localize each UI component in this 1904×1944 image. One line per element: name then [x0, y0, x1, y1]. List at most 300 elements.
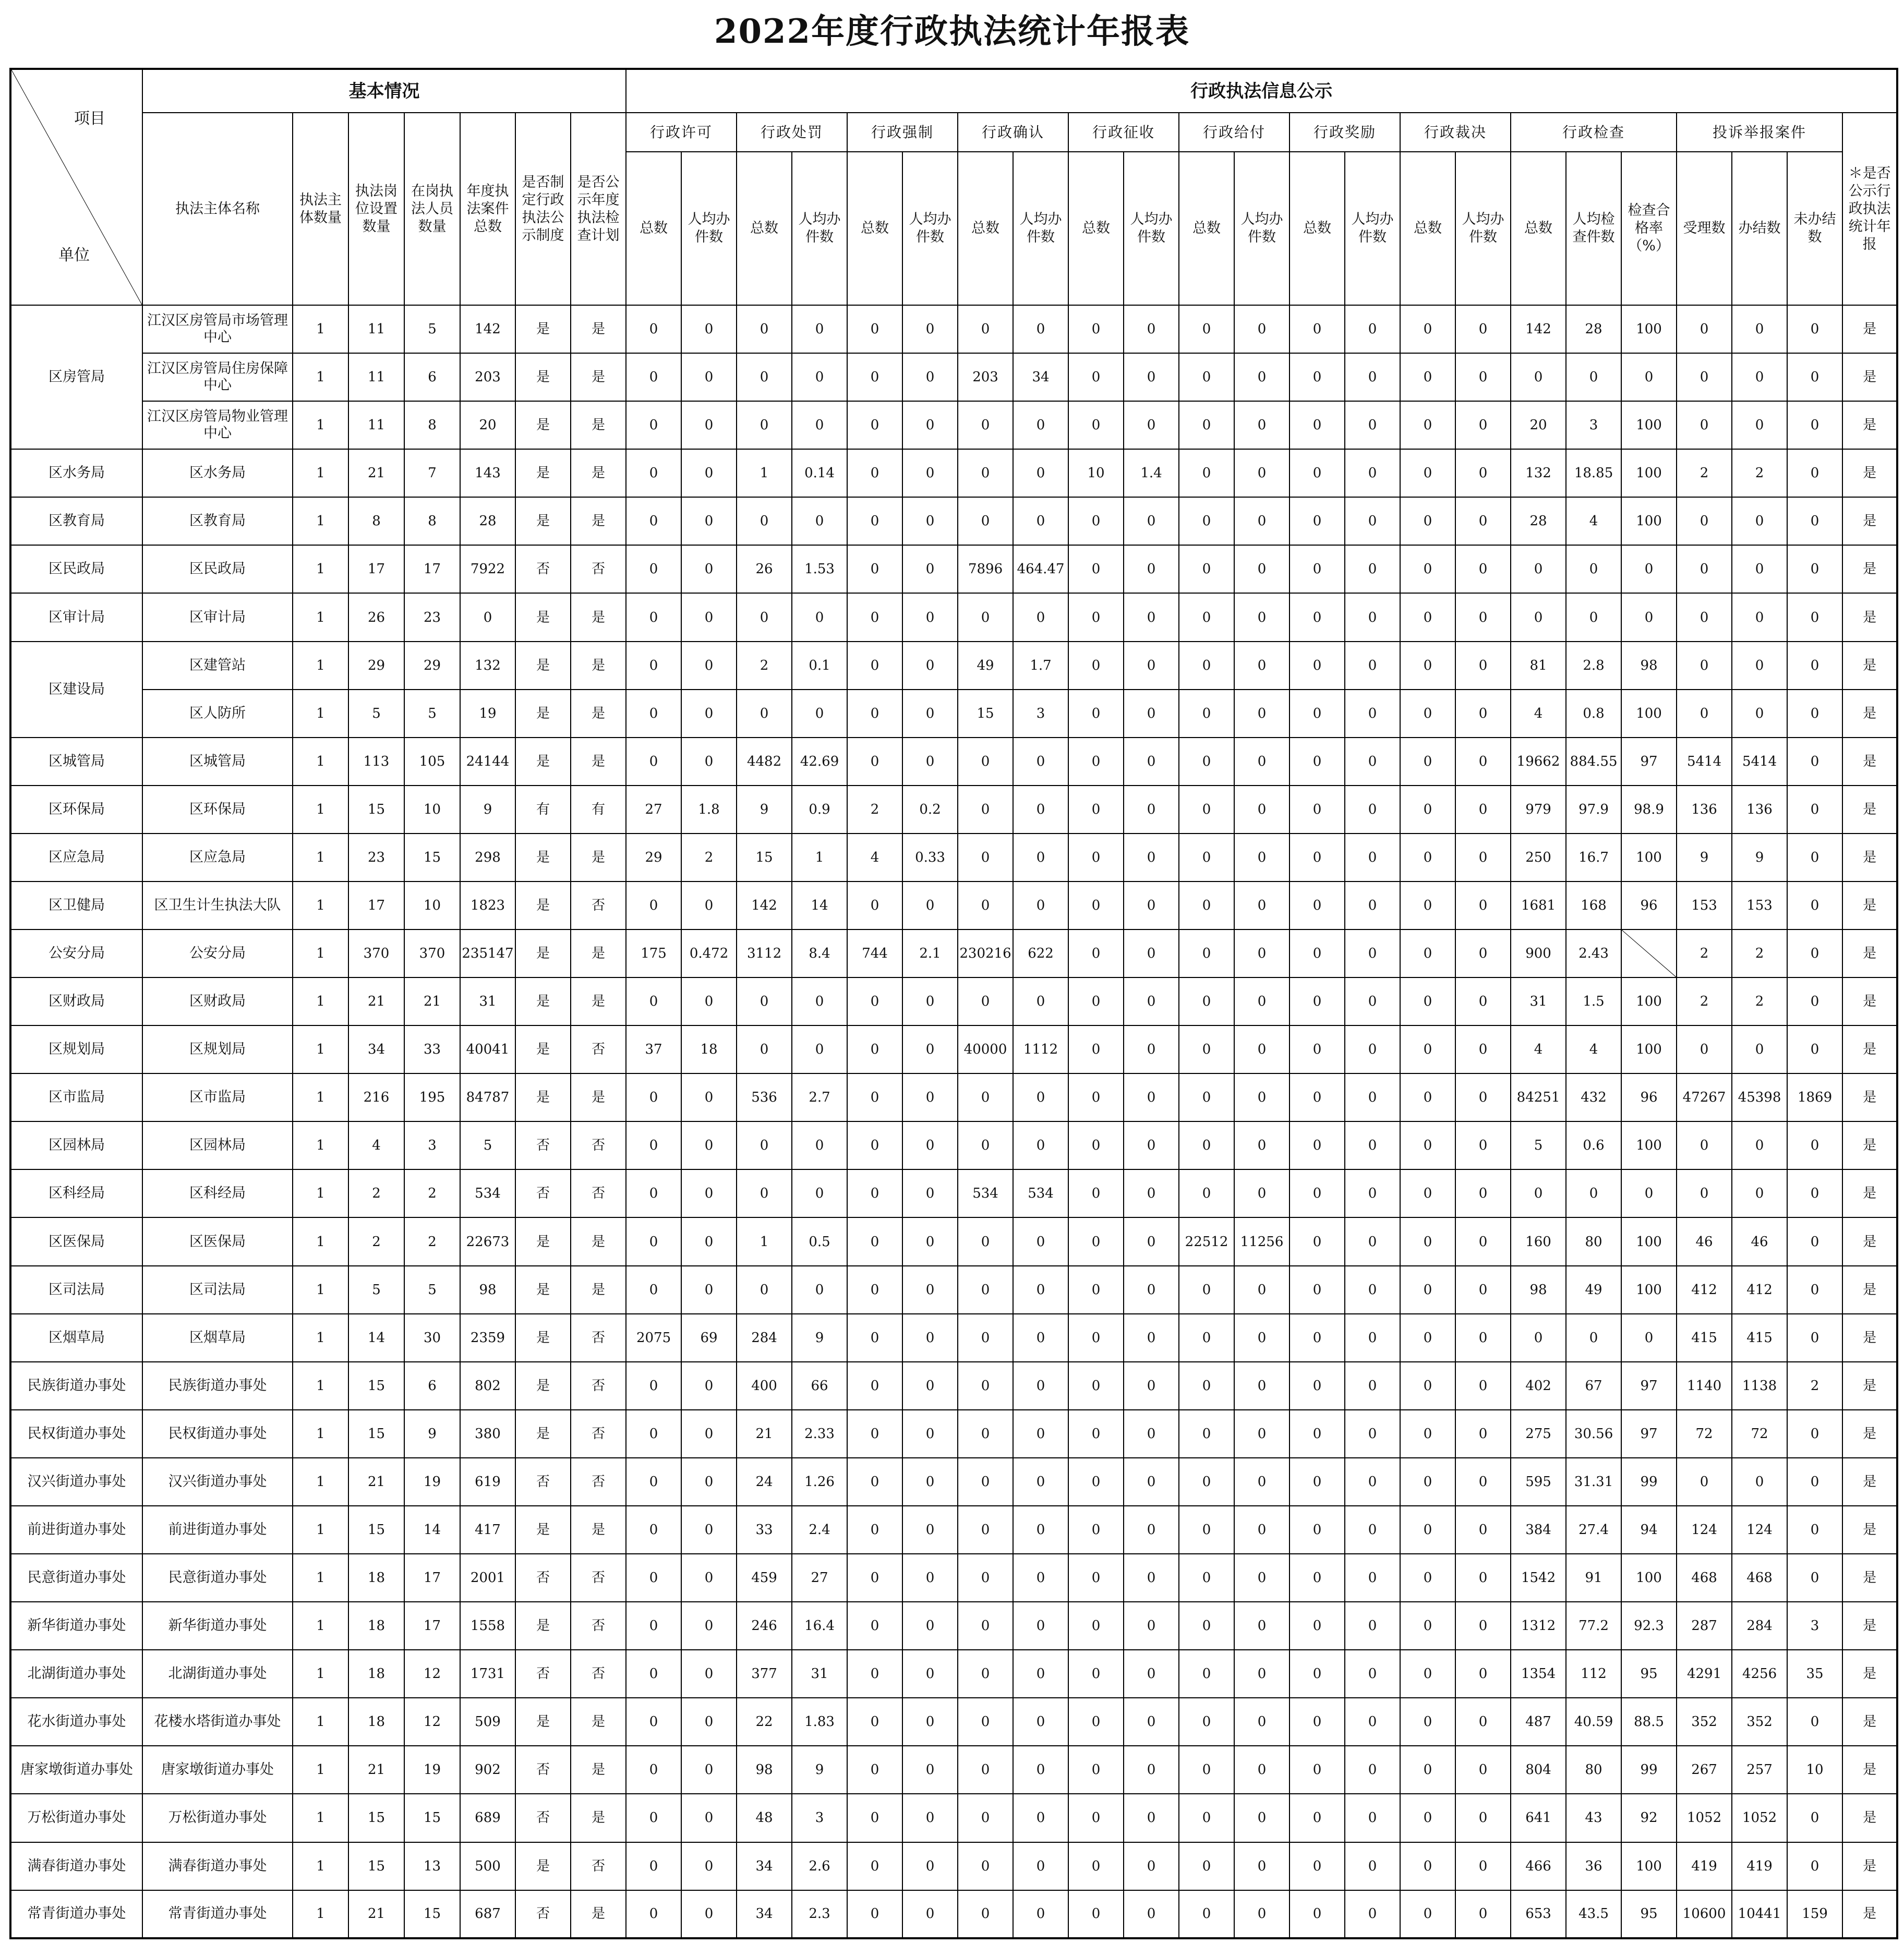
value-cell: 0: [902, 1362, 958, 1410]
subject-name-cell: 区人防所: [142, 690, 293, 738]
value-cell: 113: [348, 738, 404, 786]
value-cell: 否: [571, 1314, 626, 1362]
value-cell: 否: [571, 1025, 626, 1073]
value-cell: 12: [404, 1698, 460, 1746]
subject-name-cell: 区科经局: [142, 1169, 293, 1217]
value-cell: 352: [1677, 1698, 1732, 1746]
value-cell: 0: [1345, 497, 1400, 545]
value-cell: 是: [515, 738, 571, 786]
value-cell: 18.85: [1566, 449, 1621, 497]
value-cell: 0: [681, 642, 737, 690]
value-cell: 2: [847, 786, 902, 834]
value-cell: 0: [1787, 882, 1842, 929]
unit-cell: 汉兴街道办事处: [10, 1458, 142, 1506]
value-cell: 35: [1787, 1650, 1842, 1698]
value-cell: 15: [958, 690, 1013, 738]
value-cell: 0: [1179, 1698, 1234, 1746]
value-cell: 0: [1345, 545, 1400, 593]
value-cell: 0: [1345, 593, 1400, 641]
value-cell: 0: [1179, 1314, 1234, 1362]
value-cell: 0: [1400, 1362, 1455, 1410]
value-cell: 0: [958, 497, 1013, 545]
value-cell: 0: [1068, 1169, 1124, 1217]
value-cell: 0: [1400, 738, 1455, 786]
value-cell: 464.47: [1013, 545, 1068, 593]
value-cell: 0: [1068, 786, 1124, 834]
value-cell: 0: [1455, 545, 1511, 593]
value-cell: 0: [1566, 1169, 1621, 1217]
value-cell: 1: [792, 834, 847, 882]
value-cell: 是: [1842, 1746, 1897, 1794]
value-cell: 0: [1787, 353, 1842, 401]
subject-name-cell: 区园林局: [142, 1121, 293, 1169]
table-row: [10, 642, 1897, 690]
value-cell: 284: [737, 1314, 792, 1362]
value-cell: 11: [348, 401, 404, 449]
value-cell: 有: [515, 786, 571, 834]
value-cell: 0: [1787, 1121, 1842, 1169]
value-cell: 0: [847, 1554, 902, 1602]
header-public-info: 行政执法信息公示: [626, 69, 1897, 113]
value-cell: 4: [1511, 1025, 1566, 1073]
value-cell: 是: [515, 929, 571, 977]
value-cell: 687: [460, 1890, 515, 1938]
value-cell: 14: [348, 1314, 404, 1362]
value-cell: 0: [902, 977, 958, 1025]
value-cell: 0: [1345, 1410, 1400, 1458]
value-cell: 是: [1842, 593, 1897, 641]
value-cell: 否: [571, 1554, 626, 1602]
value-cell: 0: [626, 497, 681, 545]
header-annual-report: ＊是否公示行政执法统计年报: [1842, 113, 1897, 305]
value-cell: 0: [1124, 497, 1179, 545]
value-cell: 19: [404, 1458, 460, 1506]
value-cell: 是: [1842, 1266, 1897, 1314]
value-cell: 0: [958, 1794, 1013, 1842]
table-row: [10, 834, 1897, 882]
value-cell: 是: [1842, 497, 1897, 545]
value-cell: 是: [1842, 1362, 1897, 1410]
value-cell: 是: [515, 1073, 571, 1121]
value-cell: 2: [404, 1217, 460, 1265]
value-cell: 1: [293, 1410, 348, 1458]
value-cell: 0: [626, 977, 681, 1025]
value-cell: 0: [1068, 1458, 1124, 1506]
value-cell: 是: [571, 642, 626, 690]
value-cell: 是: [1842, 1794, 1897, 1842]
value-cell: 否: [515, 1554, 571, 1602]
value-cell: 0: [1455, 977, 1511, 1025]
value-cell: 0: [1179, 690, 1234, 738]
value-cell: 0: [1455, 738, 1511, 786]
value-cell: 16.4: [792, 1602, 847, 1650]
value-cell: 0: [1068, 1842, 1124, 1890]
value-cell: 15: [348, 786, 404, 834]
table-header: [10, 69, 1897, 305]
value-cell: 275: [1511, 1410, 1566, 1458]
value-cell: 0: [1345, 1458, 1400, 1506]
subject-name-cell: 区建管站: [142, 642, 293, 690]
value-cell: 0: [1787, 1842, 1842, 1890]
table-row: [10, 449, 1897, 497]
value-cell: 0: [1013, 1410, 1068, 1458]
value-cell: 是: [515, 1025, 571, 1073]
value-cell: 0: [681, 1890, 737, 1938]
value-cell: 是: [515, 1410, 571, 1458]
value-cell: 0: [1290, 1554, 1345, 1602]
value-cell: 0: [626, 1794, 681, 1842]
value-cell: 0: [1787, 1410, 1842, 1458]
value-cell: 0: [1400, 497, 1455, 545]
value-cell: 0: [1013, 1458, 1068, 1506]
value-cell: 0: [1400, 1794, 1455, 1842]
value-cell: 0: [1400, 1650, 1455, 1698]
value-cell: 100: [1621, 305, 1677, 353]
value-cell: 1.5: [1566, 977, 1621, 1025]
value-cell: 2: [1732, 449, 1787, 497]
header-inspection-plan: 是否公示年度执法检查计划: [571, 113, 626, 305]
value-cell: 是: [1842, 1842, 1897, 1890]
subcol-total: 总数: [1400, 152, 1455, 305]
group-confirmation: 行政确认: [958, 113, 1068, 152]
value-cell: 16.7: [1566, 834, 1621, 882]
value-cell: 0: [1345, 738, 1400, 786]
value-cell: 0: [1345, 882, 1400, 929]
value-cell: 417: [460, 1506, 515, 1554]
value-cell: 1: [293, 1746, 348, 1794]
value-cell: 是: [1842, 449, 1897, 497]
value-cell: 49: [1566, 1266, 1621, 1314]
value-cell: 21: [737, 1410, 792, 1458]
value-cell: 36: [1566, 1842, 1621, 1890]
table-row: [10, 1746, 1897, 1794]
value-cell: 有: [571, 786, 626, 834]
subject-name-cell: 唐家墩街道办事处: [142, 1746, 293, 1794]
value-cell: 1138: [1732, 1362, 1787, 1410]
value-cell: 49: [958, 642, 1013, 690]
value-cell: 37: [626, 1025, 681, 1073]
value-cell: 487: [1511, 1698, 1566, 1746]
value-cell: 0: [1068, 305, 1124, 353]
value-cell: 0: [1068, 1266, 1124, 1314]
value-cell: 0: [958, 1217, 1013, 1265]
table-row: [10, 497, 1897, 545]
value-cell: 0: [1179, 545, 1234, 593]
value-cell: 0: [1787, 449, 1842, 497]
value-cell: 352: [1732, 1698, 1787, 1746]
value-cell: 0: [1179, 1506, 1234, 1554]
value-cell: 653: [1511, 1890, 1566, 1938]
value-cell: 9: [460, 786, 515, 834]
value-cell: 0.8: [1566, 690, 1621, 738]
value-cell: 0: [1179, 977, 1234, 1025]
value-cell: 0: [1455, 1890, 1511, 1938]
value-cell: 0: [1400, 1842, 1455, 1890]
value-cell: 1: [293, 1842, 348, 1890]
value-cell: 0: [1455, 834, 1511, 882]
value-cell: 0: [902, 1554, 958, 1602]
value-cell: 21: [348, 977, 404, 1025]
value-cell: 1.8: [681, 786, 737, 834]
value-cell: 是: [515, 1842, 571, 1890]
value-cell: 0: [1124, 834, 1179, 882]
value-cell: 0: [626, 1169, 681, 1217]
value-cell: 15: [348, 1410, 404, 1458]
value-cell: 412: [1677, 1266, 1732, 1314]
value-cell: 0: [1013, 738, 1068, 786]
value-cell: 0: [1290, 1650, 1345, 1698]
value-cell: 是: [571, 690, 626, 738]
value-cell: 0: [626, 1890, 681, 1938]
value-cell: 2: [737, 642, 792, 690]
value-cell: 0: [1732, 305, 1787, 353]
value-cell: 0: [1787, 929, 1842, 977]
table-row: [10, 1217, 1897, 1265]
value-cell: 0: [1511, 545, 1566, 593]
value-cell: 17: [404, 1602, 460, 1650]
value-cell: 否: [515, 545, 571, 593]
value-cell: 0: [1400, 353, 1455, 401]
value-cell: 0.14: [792, 449, 847, 497]
value-cell: 1: [293, 449, 348, 497]
value-cell: 0: [958, 738, 1013, 786]
value-cell: 0: [1124, 1602, 1179, 1650]
value-cell: 153: [1677, 882, 1732, 929]
value-cell: 0: [1732, 593, 1787, 641]
table-row: [10, 1890, 1897, 1938]
value-cell: 96: [1621, 882, 1677, 929]
value-cell: 18: [348, 1650, 404, 1698]
value-cell: 0: [1179, 1842, 1234, 1890]
value-cell: 0: [1013, 401, 1068, 449]
value-cell: 153: [1732, 882, 1787, 929]
value-cell: 9: [792, 1314, 847, 1362]
value-cell: 2: [348, 1217, 404, 1265]
value-cell: 0: [902, 1025, 958, 1073]
value-cell: 18: [348, 1698, 404, 1746]
value-cell: 0: [847, 1602, 902, 1650]
value-cell: 15: [737, 834, 792, 882]
value-cell: 0: [1179, 1362, 1234, 1410]
value-cell: 0: [1677, 1458, 1732, 1506]
value-cell: 0: [958, 1506, 1013, 1554]
value-cell: 419: [1677, 1842, 1732, 1890]
value-cell: 0: [1234, 1458, 1290, 1506]
value-cell: 77.2: [1566, 1602, 1621, 1650]
value-cell: 0: [902, 1698, 958, 1746]
value-cell: 1.4: [1124, 449, 1179, 497]
value-cell: 0: [1290, 1698, 1345, 1746]
value-cell: 0: [1068, 1025, 1124, 1073]
value-cell: 2.8: [1566, 642, 1621, 690]
value-cell: 22673: [460, 1217, 515, 1265]
value-cell: 641: [1511, 1794, 1566, 1842]
value-cell: 534: [1013, 1169, 1068, 1217]
value-cell: 0: [1400, 882, 1455, 929]
unit-cell: 区市监局: [10, 1073, 142, 1121]
value-cell: 0: [1068, 545, 1124, 593]
subcol-total: 总数: [847, 152, 902, 305]
value-cell: 2.43: [1566, 929, 1621, 977]
value-cell: 0: [1400, 1458, 1455, 1506]
value-cell: 0: [1290, 882, 1345, 929]
subcol-total: 总数: [1179, 152, 1234, 305]
value-cell: 0: [1013, 497, 1068, 545]
value-cell: 0: [847, 1025, 902, 1073]
value-cell: 20: [1511, 401, 1566, 449]
value-cell: 0: [1345, 1121, 1400, 1169]
value-cell: 0: [847, 882, 902, 929]
value-cell: 0: [1400, 1698, 1455, 1746]
value-cell: 0: [1455, 1554, 1511, 1602]
value-cell: 0: [737, 977, 792, 1025]
value-cell: 15: [348, 1506, 404, 1554]
value-cell: 0: [847, 738, 902, 786]
value-cell: 1823: [460, 882, 515, 929]
value-cell: 0: [1290, 738, 1345, 786]
unit-cell: 万松街道办事处: [10, 1794, 142, 1842]
value-cell: 0: [1455, 1362, 1511, 1410]
value-cell: 1: [293, 1025, 348, 1073]
value-cell: 0: [1677, 401, 1732, 449]
value-cell: 0: [847, 1073, 902, 1121]
value-cell: 6: [404, 353, 460, 401]
value-cell: 0: [792, 305, 847, 353]
value-cell: 0: [847, 1266, 902, 1314]
subject-name-cell: 前进街道办事处: [142, 1506, 293, 1554]
value-cell: 0: [1013, 1554, 1068, 1602]
value-cell: 11256: [1234, 1217, 1290, 1265]
value-cell: 43.5: [1566, 1890, 1621, 1938]
value-cell: 0: [626, 1650, 681, 1698]
value-cell: 27: [626, 786, 681, 834]
value-cell: 0: [958, 1698, 1013, 1746]
value-cell: 是: [1842, 1121, 1897, 1169]
value-cell: 20: [460, 401, 515, 449]
value-cell: 0: [902, 1746, 958, 1794]
value-cell: 0: [1345, 449, 1400, 497]
value-cell: 0: [847, 1794, 902, 1842]
table-row: [10, 401, 1897, 449]
subject-name-cell: 区市监局: [142, 1073, 293, 1121]
value-cell: 11: [348, 305, 404, 353]
value-cell: 0: [1787, 642, 1842, 690]
value-cell: 0: [1621, 1314, 1677, 1362]
value-cell: 43: [1566, 1794, 1621, 1842]
subcol-total: 总数: [737, 152, 792, 305]
value-cell: 0: [681, 738, 737, 786]
value-cell: 23: [348, 834, 404, 882]
value-cell: 否: [515, 1169, 571, 1217]
value-cell: 是: [571, 1746, 626, 1794]
value-cell: 0: [1234, 690, 1290, 738]
value-cell: 0: [1621, 1169, 1677, 1217]
value-cell: 1052: [1677, 1794, 1732, 1842]
value-cell: 0: [626, 1746, 681, 1794]
value-cell: 0: [1290, 1169, 1345, 1217]
value-cell: 432: [1566, 1073, 1621, 1121]
value-cell: 0: [1455, 353, 1511, 401]
value-cell: 22: [737, 1698, 792, 1746]
group-inspection: 行政检查: [1511, 113, 1677, 152]
value-cell: 19: [404, 1746, 460, 1794]
value-cell: 97: [1621, 738, 1677, 786]
value-cell: 0: [681, 1410, 737, 1458]
group-penalty: 行政处罚: [737, 113, 847, 152]
value-cell: 是: [1842, 1025, 1897, 1073]
value-cell: 0: [847, 1842, 902, 1890]
value-cell: 246: [737, 1602, 792, 1650]
value-cell: 0: [1124, 929, 1179, 977]
value-cell: 1: [293, 1121, 348, 1169]
value-cell: 0: [1124, 690, 1179, 738]
value-cell: 0: [1013, 593, 1068, 641]
value-cell: 0: [902, 1314, 958, 1362]
unit-cell: 区烟草局: [10, 1314, 142, 1362]
value-cell: 0: [902, 1217, 958, 1265]
value-cell: 1: [293, 786, 348, 834]
value-cell: 92.3: [1621, 1602, 1677, 1650]
table-row: [10, 1458, 1897, 1506]
value-cell: 29: [404, 642, 460, 690]
value-cell: 是: [1842, 882, 1897, 929]
value-cell: 0: [1124, 1458, 1179, 1506]
unit-cell: 公安分局: [10, 929, 142, 977]
value-cell: 是: [1842, 401, 1897, 449]
group-complaints: 投诉举报案件: [1677, 113, 1842, 152]
value-cell: 0: [1345, 1890, 1400, 1938]
value-cell: 是: [515, 1266, 571, 1314]
value-cell: 619: [460, 1458, 515, 1506]
value-cell: 0: [1234, 1121, 1290, 1169]
value-cell: 98: [737, 1746, 792, 1794]
value-cell: 0: [958, 1266, 1013, 1314]
value-cell: 0: [847, 977, 902, 1025]
value-cell: 0: [1787, 1217, 1842, 1265]
value-cell: 0: [1124, 1169, 1179, 1217]
value-cell: 0: [1400, 1025, 1455, 1073]
value-cell: 0: [1068, 497, 1124, 545]
value-cell: 0: [1290, 642, 1345, 690]
unit-cell: 区环保局: [10, 786, 142, 834]
table-row: [10, 593, 1897, 641]
value-cell: 18: [348, 1554, 404, 1602]
value-cell: 0: [958, 1650, 1013, 1698]
value-cell: 1: [293, 1602, 348, 1650]
value-cell: 0: [1400, 1410, 1455, 1458]
value-cell: 0: [626, 1842, 681, 1890]
group-reward: 行政奖励: [1290, 113, 1400, 152]
value-cell: 0: [681, 401, 737, 449]
value-cell: 是: [515, 690, 571, 738]
value-cell: 216: [348, 1073, 404, 1121]
value-cell: 0: [1345, 1746, 1400, 1794]
value-cell: 0: [1400, 642, 1455, 690]
value-cell: 0: [1013, 1890, 1068, 1938]
value-cell: 0: [902, 401, 958, 449]
value-cell: 0: [1621, 593, 1677, 641]
value-cell: 21: [348, 1746, 404, 1794]
value-cell: 0: [1345, 642, 1400, 690]
value-cell: 100: [1621, 690, 1677, 738]
value-cell: 0: [1345, 786, 1400, 834]
value-cell: 0: [681, 593, 737, 641]
value-cell: 是: [1842, 1073, 1897, 1121]
value-cell: 是: [1842, 690, 1897, 738]
value-cell: 0: [1068, 1650, 1124, 1698]
value-cell: 0: [626, 1458, 681, 1506]
value-cell: 0: [1400, 929, 1455, 977]
